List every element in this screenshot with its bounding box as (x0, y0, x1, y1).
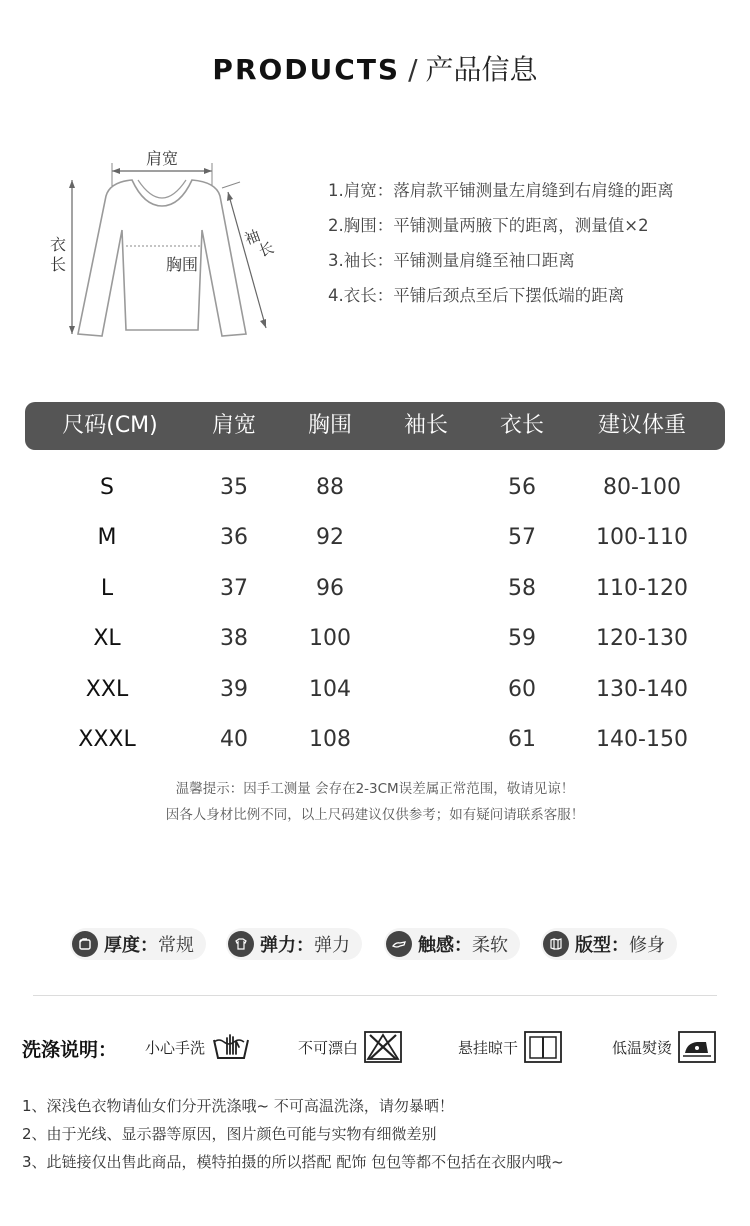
size-tips (0, 778, 750, 830)
cell-weight: 80-100 (603, 475, 681, 500)
feature-value: 常规 (158, 935, 194, 956)
page-title (0, 48, 750, 88)
feature-chips (0, 928, 750, 960)
tip-line: 因各人身材比例不同，以上尺码建议仅供参考；如有疑问请联系客服！ (165, 807, 585, 823)
note-item: 4.衣长：平铺后颈点至后下摆低端的距离 (328, 286, 625, 305)
cell-chest: 92 (316, 525, 344, 550)
wash-title: 洗涤说明： (22, 1039, 118, 1061)
feature-thickness (70, 928, 206, 960)
cell-size: XXL (85, 677, 129, 702)
shoulder-label: 肩宽 (145, 149, 179, 168)
wash-instructions (0, 1030, 750, 1064)
remark-line: 3、此链接仅出售此商品，模特拍摄的所以搭配 配饰 包包等都不包括在衣服内哦~ (22, 1153, 564, 1171)
cell-size: M (97, 525, 117, 550)
length-label-2: 长 (49, 255, 67, 274)
cell-chest: 108 (309, 727, 351, 752)
touch-icon (386, 931, 412, 957)
cell-shoulder: 35 (220, 475, 248, 500)
cell-length: 58 (508, 576, 536, 601)
garment-diagram (40, 138, 300, 358)
cell-size: XXXL (78, 727, 136, 752)
wash-item-hang-dry (458, 1030, 562, 1064)
chest-label: 胸围 (165, 255, 199, 274)
cell-shoulder: 37 (220, 576, 248, 601)
cell-shoulder: 38 (220, 626, 248, 651)
cell-size: XL (93, 626, 121, 651)
feature-value: 修身 (629, 935, 665, 956)
cell-chest: 88 (316, 475, 344, 500)
remark-line: 1、深浅色衣物请仙女们分开洗涤哦~ 不可高温洗涤，请勿暴晒！ (22, 1097, 454, 1115)
feature-fit (541, 928, 677, 960)
note-item: 1.肩宽：落肩款平铺测量左肩缝到右肩缝的距离 (328, 181, 674, 200)
feature-key: 触感： (418, 935, 472, 956)
cell-length: 59 (508, 626, 536, 651)
feature-elasticity (226, 928, 362, 960)
header-shoulder: 肩宽 (211, 413, 257, 438)
cell-chest: 96 (316, 576, 344, 601)
title-cn: 产品信息 (425, 53, 538, 86)
wash-item-hand-wash (145, 1030, 251, 1064)
hang-dry-icon (524, 1031, 562, 1063)
feature-touch (384, 928, 520, 960)
remarks (22, 1094, 732, 1178)
cell-weight: 110-120 (596, 576, 688, 601)
elasticity-icon (228, 931, 254, 957)
table-row (25, 468, 725, 508)
table-row (25, 720, 725, 760)
wash-label: 悬挂晾干 (458, 1038, 519, 1057)
table-row (25, 619, 725, 659)
cell-size: S (100, 475, 114, 500)
measurement-notes (328, 178, 738, 318)
hand-wash-icon (211, 1032, 251, 1062)
wash-item-low-iron (612, 1030, 716, 1064)
feature-key: 厚度： (104, 935, 158, 956)
cell-weight: 130-140 (596, 677, 688, 702)
table-row (25, 569, 725, 609)
cell-length: 56 (508, 475, 536, 500)
note-item: 3.袖长：平铺测量肩缝至袖口距离 (328, 251, 575, 270)
wash-label: 小心手洗 (145, 1038, 206, 1057)
sweater-illustration (40, 138, 300, 358)
size-table-header (25, 402, 725, 450)
cell-weight: 100-110 (596, 525, 688, 550)
cell-weight: 140-150 (596, 727, 688, 752)
cell-length: 60 (508, 677, 536, 702)
length-label-1: 衣 (49, 235, 67, 254)
no-bleach-icon (364, 1031, 402, 1063)
fit-icon (543, 931, 569, 957)
header-chest: 胸围 (307, 413, 353, 438)
thickness-icon (72, 931, 98, 957)
feature-key: 弹力： (260, 935, 314, 956)
title-separator: / (408, 53, 418, 86)
remark-line: 2、由于光线、显示器等原因，图片颜色可能与实物有细微差别 (22, 1125, 437, 1143)
note-item: 2.胸围：平铺测量两腋下的距离，测量值×2 (328, 216, 649, 235)
header-sleeve: 袖长 (403, 413, 449, 438)
cell-shoulder: 40 (220, 727, 248, 752)
header-length: 衣长 (499, 413, 545, 438)
header-weight: 建议体重 (597, 413, 687, 438)
tip-line: 温馨提示：因手工测量 会存在2-3CM误差属正常范围，敬请见谅！ (175, 781, 575, 797)
title-en: PRODUCTS (212, 53, 401, 86)
cell-shoulder: 39 (220, 677, 248, 702)
feature-value: 弹力 (314, 935, 350, 956)
wash-label: 低温熨烫 (612, 1038, 673, 1057)
table-row (25, 670, 725, 710)
cell-chest: 100 (309, 626, 351, 651)
wash-label: 不可漂白 (298, 1038, 359, 1057)
cell-chest: 104 (309, 677, 351, 702)
low-iron-icon (678, 1031, 716, 1063)
cell-size: L (100, 576, 114, 601)
cell-length: 61 (508, 727, 536, 752)
feature-value: 柔软 (472, 935, 508, 956)
sleeve-label-1: 袖 (242, 226, 263, 249)
cell-shoulder: 36 (220, 525, 248, 550)
feature-key: 版型： (575, 935, 629, 956)
table-row (25, 518, 725, 558)
wash-item-no-bleach (298, 1030, 402, 1064)
header-size: 尺码(CM) (62, 413, 158, 438)
cell-length: 57 (508, 525, 536, 550)
section-divider (33, 995, 717, 996)
cell-weight: 120-130 (596, 626, 688, 651)
sleeve-label-2: 长 (256, 238, 277, 261)
